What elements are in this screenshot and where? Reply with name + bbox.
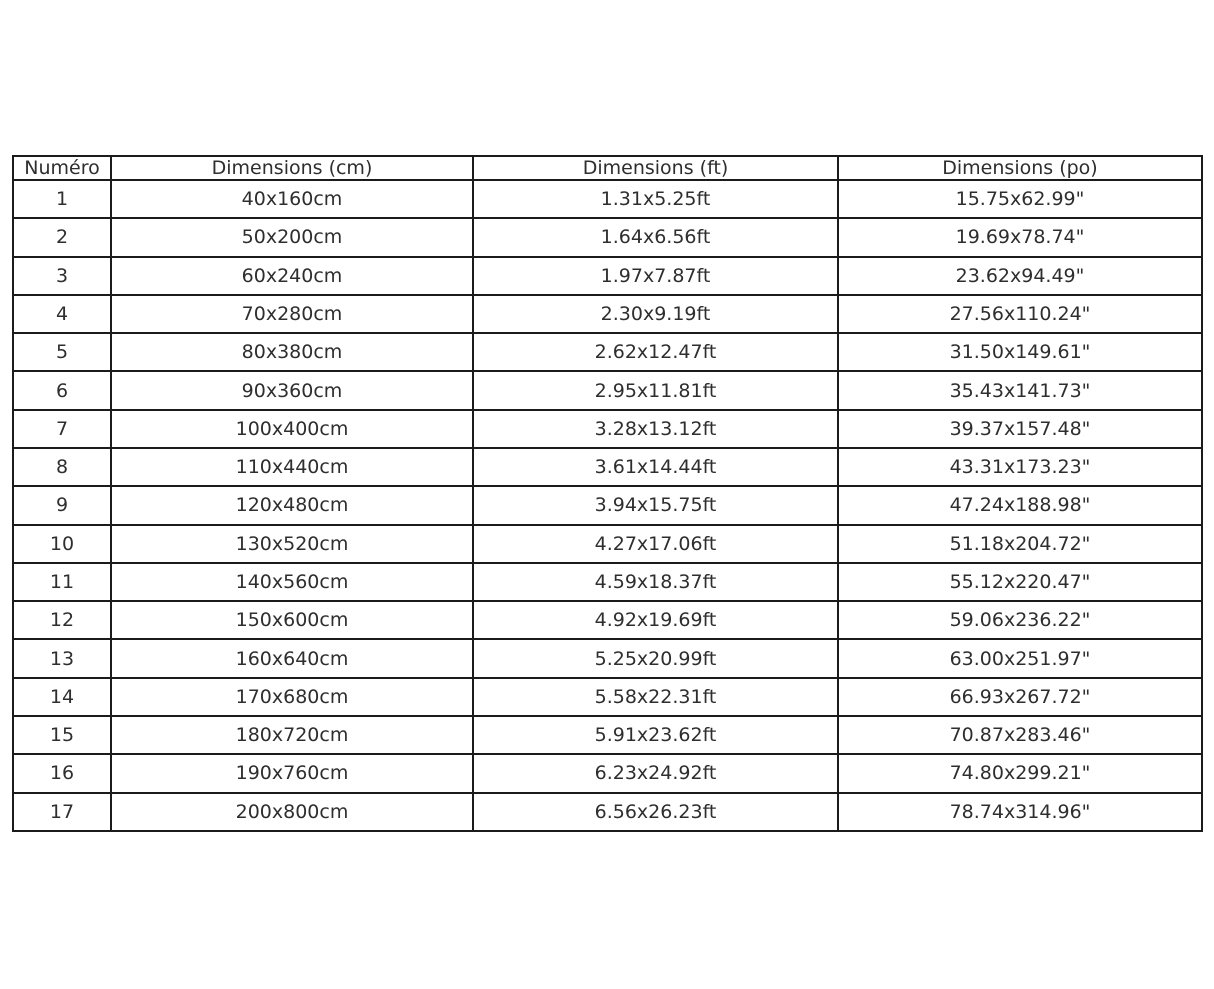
cell-numero: 12 — [13, 601, 111, 639]
table-row — [13, 257, 1202, 295]
cell-ft: 4.92x19.69ft — [473, 601, 838, 639]
cell-cm: 60x240cm — [111, 257, 473, 295]
cell-numero: 6 — [13, 371, 111, 409]
cell-po: 23.62x94.49" — [838, 257, 1202, 295]
table-row — [13, 486, 1202, 524]
cell-numero: 7 — [13, 410, 111, 448]
cell-ft: 3.61x14.44ft — [473, 448, 838, 486]
cell-po: 66.93x267.72" — [838, 678, 1202, 716]
cell-po: 35.43x141.73" — [838, 371, 1202, 409]
table-row — [13, 448, 1202, 486]
table-row — [13, 563, 1202, 601]
cell-po: 78.74x314.96" — [838, 793, 1202, 832]
cell-numero: 9 — [13, 486, 111, 524]
cell-ft: 1.97x7.87ft — [473, 257, 838, 295]
cell-cm: 200x800cm — [111, 793, 473, 832]
table-row — [13, 793, 1202, 832]
table-row — [13, 295, 1202, 333]
cell-cm: 170x680cm — [111, 678, 473, 716]
cell-ft: 1.64x6.56ft — [473, 218, 838, 256]
table-row — [13, 410, 1202, 448]
table-row — [13, 639, 1202, 677]
cell-numero: 3 — [13, 257, 111, 295]
cell-ft: 2.30x9.19ft — [473, 295, 838, 333]
column-header-ft: Dimensions (ft) — [473, 156, 838, 180]
cell-cm: 100x400cm — [111, 410, 473, 448]
cell-cm: 190x760cm — [111, 754, 473, 792]
table-row — [13, 180, 1202, 218]
cell-po: 19.69x78.74" — [838, 218, 1202, 256]
cell-numero: 13 — [13, 639, 111, 677]
cell-po: 39.37x157.48" — [838, 410, 1202, 448]
cell-numero: 16 — [13, 754, 111, 792]
cell-cm: 120x480cm — [111, 486, 473, 524]
cell-ft: 6.56x26.23ft — [473, 793, 838, 832]
cell-po: 59.06x236.22" — [838, 601, 1202, 639]
cell-ft: 2.95x11.81ft — [473, 371, 838, 409]
cell-ft: 2.62x12.47ft — [473, 333, 838, 371]
cell-po: 51.18x204.72" — [838, 525, 1202, 563]
cell-numero: 4 — [13, 295, 111, 333]
cell-cm: 50x200cm — [111, 218, 473, 256]
table-row — [13, 678, 1202, 716]
header-row — [13, 156, 1202, 180]
cell-numero: 8 — [13, 448, 111, 486]
table-row — [13, 716, 1202, 754]
cell-ft: 6.23x24.92ft — [473, 754, 838, 792]
cell-po: 27.56x110.24" — [838, 295, 1202, 333]
cell-po: 63.00x251.97" — [838, 639, 1202, 677]
cell-ft: 5.58x22.31ft — [473, 678, 838, 716]
column-header-numero: Numéro — [13, 156, 111, 180]
cell-po: 43.31x173.23" — [838, 448, 1202, 486]
cell-cm: 40x160cm — [111, 180, 473, 218]
table-body — [13, 180, 1202, 831]
cell-po: 47.24x188.98" — [838, 486, 1202, 524]
cell-ft: 3.28x13.12ft — [473, 410, 838, 448]
cell-numero: 10 — [13, 525, 111, 563]
cell-ft: 3.94x15.75ft — [473, 486, 838, 524]
cell-cm: 110x440cm — [111, 448, 473, 486]
cell-po: 55.12x220.47" — [838, 563, 1202, 601]
column-header-po: Dimensions (po) — [838, 156, 1202, 180]
column-header-cm: Dimensions (cm) — [111, 156, 473, 180]
cell-cm: 130x520cm — [111, 525, 473, 563]
table-row — [13, 601, 1202, 639]
cell-ft: 5.91x23.62ft — [473, 716, 838, 754]
table-row — [13, 525, 1202, 563]
cell-cm: 70x280cm — [111, 295, 473, 333]
cell-numero: 1 — [13, 180, 111, 218]
table-row — [13, 371, 1202, 409]
cell-numero: 15 — [13, 716, 111, 754]
cell-numero: 17 — [13, 793, 111, 832]
cell-cm: 150x600cm — [111, 601, 473, 639]
table-row — [13, 333, 1202, 371]
cell-ft: 4.27x17.06ft — [473, 525, 838, 563]
cell-ft: 4.59x18.37ft — [473, 563, 838, 601]
cell-numero: 11 — [13, 563, 111, 601]
table-row — [13, 754, 1202, 792]
cell-po: 15.75x62.99" — [838, 180, 1202, 218]
cell-po: 74.80x299.21" — [838, 754, 1202, 792]
table-row — [13, 218, 1202, 256]
cell-po: 31.50x149.61" — [838, 333, 1202, 371]
cell-cm: 160x640cm — [111, 639, 473, 677]
cell-cm: 80x380cm — [111, 333, 473, 371]
cell-ft: 5.25x20.99ft — [473, 639, 838, 677]
cell-po: 70.87x283.46" — [838, 716, 1202, 754]
cell-numero: 2 — [13, 218, 111, 256]
cell-numero: 14 — [13, 678, 111, 716]
dimensions-table — [12, 155, 1203, 832]
cell-numero: 5 — [13, 333, 111, 371]
cell-cm: 90x360cm — [111, 371, 473, 409]
cell-cm: 180x720cm — [111, 716, 473, 754]
cell-cm: 140x560cm — [111, 563, 473, 601]
cell-ft: 1.31x5.25ft — [473, 180, 838, 218]
